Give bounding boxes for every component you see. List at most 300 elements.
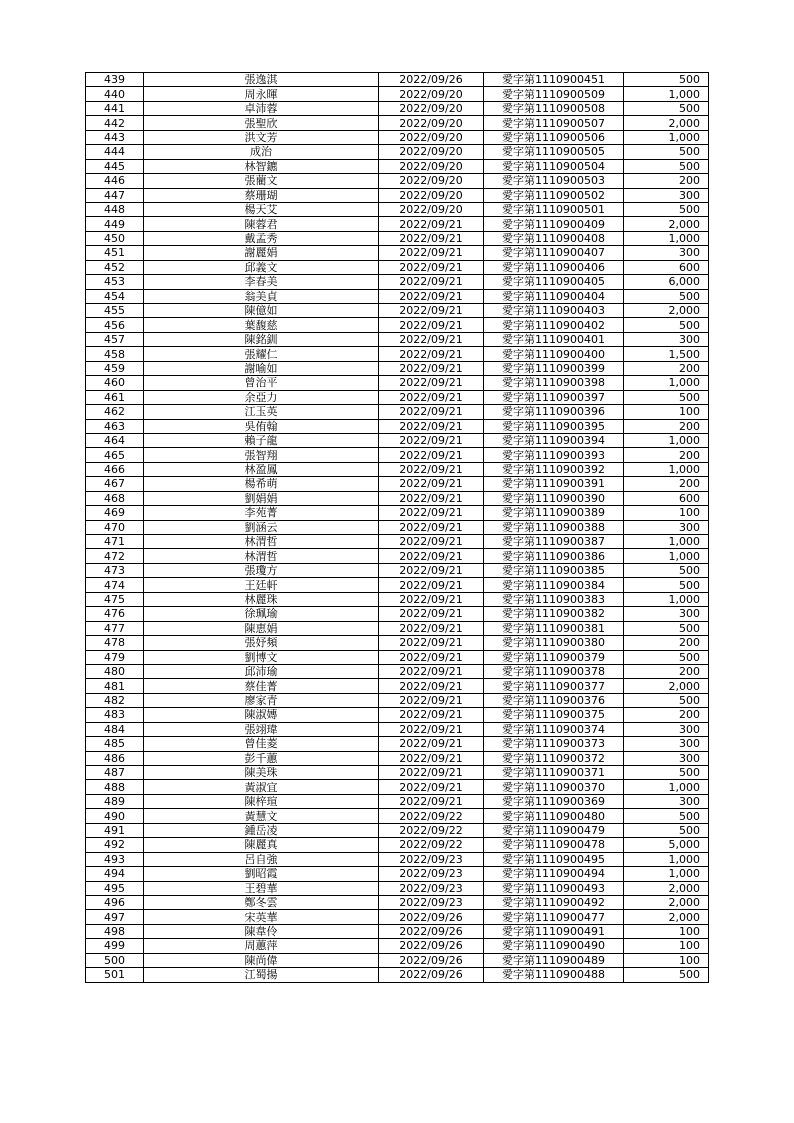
donor-name: 陳銘釧 [144,332,379,346]
donation-date: 2022/09/22 [379,809,484,823]
receipt-number: 愛字第1110900507 [484,116,624,130]
receipt-number: 愛字第1110900395 [484,419,624,433]
receipt-number: 愛字第1110900400 [484,347,624,361]
receipt-number: 愛字第1110900409 [484,217,624,231]
table-row [86,780,709,794]
table-row [86,202,709,216]
donation-amount: 200 [624,477,709,491]
receipt-number: 愛字第1110900491 [484,924,624,938]
donation-date: 2022/09/21 [379,708,484,722]
receipt-number: 愛字第1110900488 [484,968,624,982]
row-number: 492 [86,838,144,852]
row-number: 496 [86,895,144,909]
donation-date: 2022/09/20 [379,159,484,173]
table-row [86,535,709,549]
table-row [86,376,709,390]
receipt-number: 愛字第1110900380 [484,636,624,650]
donation-date: 2022/09/21 [379,722,484,736]
donor-name: 張翊瑋 [144,722,379,736]
receipt-number: 愛字第1110900376 [484,693,624,707]
receipt-number: 愛字第1110900401 [484,332,624,346]
donation-amount: 600 [624,260,709,274]
receipt-number: 愛字第1110900379 [484,650,624,664]
donor-name: 周永暉 [144,87,379,101]
donation-date: 2022/09/26 [379,968,484,982]
donation-amount: 1,000 [624,231,709,245]
donation-date: 2022/09/21 [379,448,484,462]
row-number: 497 [86,910,144,924]
donor-name: 呂自強 [144,852,379,866]
donation-date: 2022/09/21 [379,563,484,577]
donor-name: 周蕙萍 [144,939,379,953]
donation-amount: 1,000 [624,535,709,549]
table-row [86,592,709,606]
donation-date: 2022/09/22 [379,823,484,837]
row-number: 455 [86,304,144,318]
donation-amount: 300 [624,332,709,346]
table-row [86,751,709,765]
receipt-number: 愛字第1110900493 [484,881,624,895]
donation-date: 2022/09/21 [379,231,484,245]
donation-date: 2022/09/21 [379,621,484,635]
row-number: 494 [86,867,144,881]
receipt-number: 愛字第1110900479 [484,823,624,837]
donation-amount: 500 [624,693,709,707]
donation-date: 2022/09/21 [379,751,484,765]
donor-name: 洪文芳 [144,130,379,144]
donor-name: 楊希萌 [144,477,379,491]
table-row [86,260,709,274]
donor-name: 謝喻如 [144,361,379,375]
row-number: 463 [86,419,144,433]
row-number: 472 [86,549,144,563]
donation-amount: 500 [624,968,709,982]
donation-date: 2022/09/21 [379,304,484,318]
table-row [86,924,709,938]
receipt-number: 愛字第1110900404 [484,289,624,303]
donor-name: 賴子龍 [144,433,379,447]
donor-name: 張逸淇 [144,73,379,87]
receipt-number: 愛字第1110900451 [484,73,624,87]
donation-amount: 1,000 [624,780,709,794]
table-row [86,549,709,563]
row-number: 465 [86,448,144,462]
table-row [86,578,709,592]
receipt-number: 愛字第1110900394 [484,433,624,447]
receipt-number: 愛字第1110900406 [484,260,624,274]
row-number: 469 [86,506,144,520]
receipt-number: 愛字第1110900385 [484,563,624,577]
table-row [86,506,709,520]
donor-name: 劉博文 [144,650,379,664]
row-number: 481 [86,679,144,693]
donor-name: 吳侑翰 [144,419,379,433]
donor-name: 江玉英 [144,405,379,419]
donor-name: 廖家青 [144,693,379,707]
donation-amount: 200 [624,174,709,188]
table-row [86,217,709,231]
donor-name: 曾佳菱 [144,737,379,751]
row-number: 489 [86,794,144,808]
receipt-number: 愛字第1110900389 [484,506,624,520]
donation-table [85,72,709,983]
table-row [86,289,709,303]
donation-date: 2022/09/26 [379,73,484,87]
donor-name: 卓沛蓉 [144,101,379,115]
donor-name: 翁美貞 [144,289,379,303]
donation-date: 2022/09/21 [379,737,484,751]
donor-name: 劉娟娟 [144,491,379,505]
row-number: 461 [86,390,144,404]
receipt-number: 愛字第1110900390 [484,491,624,505]
table-row [86,332,709,346]
donor-name: 黃慧文 [144,809,379,823]
table-row [86,87,709,101]
donation-amount: 500 [624,809,709,823]
receipt-number: 愛字第1110900503 [484,174,624,188]
receipt-number: 愛字第1110900372 [484,751,624,765]
table-row [86,188,709,202]
donation-date: 2022/09/21 [379,332,484,346]
table-row [86,968,709,982]
donor-name: 陳恵娟 [144,621,379,635]
row-number: 475 [86,592,144,606]
donor-name: 鄭冬雲 [144,895,379,909]
donation-date: 2022/09/21 [379,664,484,678]
receipt-number: 愛字第1110900397 [484,390,624,404]
donation-date: 2022/09/21 [379,766,484,780]
table-row [86,433,709,447]
receipt-number: 愛字第1110900502 [484,188,624,202]
donor-name: 李苑菁 [144,506,379,520]
row-number: 499 [86,939,144,953]
row-number: 495 [86,881,144,895]
row-number: 443 [86,130,144,144]
donation-amount: 1,000 [624,852,709,866]
donation-amount: 6,000 [624,275,709,289]
row-number: 459 [86,361,144,375]
donation-date: 2022/09/21 [379,376,484,390]
row-number: 456 [86,318,144,332]
table-row [86,650,709,664]
table-row [86,318,709,332]
receipt-number: 愛字第1110900396 [484,405,624,419]
receipt-number: 愛字第1110900405 [484,275,624,289]
donation-amount: 2,000 [624,895,709,909]
donation-amount: 1,000 [624,87,709,101]
table-row [86,448,709,462]
receipt-number: 愛字第1110900478 [484,838,624,852]
row-number: 450 [86,231,144,245]
receipt-number: 愛字第1110900381 [484,621,624,635]
table-row [86,275,709,289]
receipt-number: 愛字第1110900387 [484,535,624,549]
row-number: 446 [86,174,144,188]
donation-date: 2022/09/21 [379,780,484,794]
receipt-number: 愛字第1110900501 [484,202,624,216]
donation-amount: 5,000 [624,838,709,852]
donation-date: 2022/09/26 [379,939,484,953]
donation-amount: 500 [624,289,709,303]
donation-amount: 100 [624,953,709,967]
donor-name: 陳蓉君 [144,217,379,231]
row-number: 464 [86,433,144,447]
row-number: 471 [86,535,144,549]
donor-name: 林渭哲 [144,535,379,549]
donation-amount: 200 [624,664,709,678]
table-row [86,852,709,866]
donation-date: 2022/09/21 [379,520,484,534]
donor-name: 陳尚偉 [144,953,379,967]
donation-date: 2022/09/20 [379,202,484,216]
receipt-number: 愛字第1110900480 [484,809,624,823]
donation-amount: 500 [624,563,709,577]
table-row [86,636,709,650]
donor-name: 余亞力 [144,390,379,404]
receipt-number: 愛字第1110900407 [484,246,624,260]
donation-date: 2022/09/20 [379,188,484,202]
donor-name: 鍾岳凌 [144,823,379,837]
receipt-number: 愛字第1110900383 [484,592,624,606]
receipt-number: 愛字第1110900489 [484,953,624,967]
donation-amount: 1,000 [624,433,709,447]
donation-date: 2022/09/26 [379,910,484,924]
receipt-number: 愛字第1110900504 [484,159,624,173]
donor-name: 劉涵云 [144,520,379,534]
row-number: 442 [86,116,144,130]
receipt-number: 愛字第1110900388 [484,520,624,534]
donor-name: 蔡佳菁 [144,679,379,693]
table-row [86,693,709,707]
receipt-number: 愛字第1110900375 [484,708,624,722]
table-row [86,838,709,852]
donation-amount: 100 [624,939,709,953]
donation-date: 2022/09/20 [379,174,484,188]
table-row [86,145,709,159]
donation-date: 2022/09/21 [379,275,484,289]
donation-date: 2022/09/21 [379,318,484,332]
receipt-number: 愛字第1110900382 [484,607,624,621]
donation-amount: 500 [624,202,709,216]
donation-amount: 1,000 [624,867,709,881]
row-number: 445 [86,159,144,173]
row-number: 444 [86,145,144,159]
donation-amount: 500 [624,159,709,173]
table-row [86,621,709,635]
donor-name: 陳麗真 [144,838,379,852]
receipt-number: 愛字第1110900494 [484,867,624,881]
table-row [86,419,709,433]
donor-name: 彭千蕙 [144,751,379,765]
table-row [86,73,709,87]
donor-name: 曾治平 [144,376,379,390]
donation-amount: 500 [624,621,709,635]
donation-amount: 1,500 [624,347,709,361]
donation-amount: 200 [624,419,709,433]
row-number: 467 [86,477,144,491]
row-number: 468 [86,491,144,505]
table-row [86,910,709,924]
donation-amount: 300 [624,737,709,751]
row-number: 474 [86,578,144,592]
donor-name: 林智鑣 [144,159,379,173]
donation-date: 2022/09/21 [379,506,484,520]
donor-name: 蔡珊瑚 [144,188,379,202]
donation-date: 2022/09/21 [379,260,484,274]
donation-amount: 2,000 [624,217,709,231]
row-number: 478 [86,636,144,650]
receipt-number: 愛字第1110900374 [484,722,624,736]
donor-name: 王廷軒 [144,578,379,592]
table-row [86,246,709,260]
donation-amount: 500 [624,390,709,404]
table-row [86,477,709,491]
row-number: 480 [86,664,144,678]
donor-name: 林麗珠 [144,592,379,606]
donation-amount: 500 [624,318,709,332]
donation-date: 2022/09/23 [379,881,484,895]
receipt-number: 愛字第1110900477 [484,910,624,924]
donation-amount: 300 [624,607,709,621]
donation-date: 2022/09/21 [379,794,484,808]
donation-date: 2022/09/21 [379,549,484,563]
donation-date: 2022/09/21 [379,679,484,693]
donation-amount: 200 [624,361,709,375]
table-row [86,722,709,736]
donation-amount: 2,000 [624,304,709,318]
row-number: 477 [86,621,144,635]
donation-date: 2022/09/21 [379,433,484,447]
donation-amount: 300 [624,520,709,534]
donation-date: 2022/09/21 [379,462,484,476]
donation-date: 2022/09/21 [379,592,484,606]
donor-name: 林渭哲 [144,549,379,563]
table-row [86,939,709,953]
receipt-number: 愛字第1110900495 [484,852,624,866]
donor-name: 邱沛瑜 [144,664,379,678]
receipt-number: 愛字第1110900393 [484,448,624,462]
donation-date: 2022/09/20 [379,101,484,115]
receipt-number: 愛字第1110900391 [484,477,624,491]
donor-name: 劉昭霞 [144,867,379,881]
donation-date: 2022/09/20 [379,130,484,144]
donation-amount: 1,000 [624,130,709,144]
table-row [86,159,709,173]
donation-date: 2022/09/26 [379,953,484,967]
donation-date: 2022/09/21 [379,535,484,549]
donation-amount: 600 [624,491,709,505]
donation-amount: 300 [624,188,709,202]
row-number: 451 [86,246,144,260]
receipt-number: 愛字第1110900492 [484,895,624,909]
row-number: 501 [86,968,144,982]
donation-amount: 300 [624,246,709,260]
row-number: 483 [86,708,144,722]
table-row [86,405,709,419]
row-number: 490 [86,809,144,823]
row-number: 448 [86,202,144,216]
table-row [86,130,709,144]
donor-name: 陳億如 [144,304,379,318]
donor-name: 成治 [144,145,379,159]
receipt-number: 愛字第1110900369 [484,794,624,808]
row-number: 457 [86,332,144,346]
donation-amount: 300 [624,751,709,765]
table-row [86,607,709,621]
donation-date: 2022/09/21 [379,491,484,505]
row-number: 460 [86,376,144,390]
row-number: 479 [86,650,144,664]
donation-amount: 200 [624,448,709,462]
donor-name: 宋英華 [144,910,379,924]
donor-name: 李春美 [144,275,379,289]
table-row [86,347,709,361]
row-number: 485 [86,737,144,751]
donation-amount: 500 [624,73,709,87]
receipt-number: 愛字第1110900408 [484,231,624,245]
table-row [86,563,709,577]
donor-name: 林盈鳳 [144,462,379,476]
row-number: 441 [86,101,144,115]
table-row [86,361,709,375]
table-row [86,708,709,722]
row-number: 466 [86,462,144,476]
row-number: 462 [86,405,144,419]
donor-name: 黃淑宜 [144,780,379,794]
donation-date: 2022/09/21 [379,419,484,433]
receipt-number: 愛字第1110900508 [484,101,624,115]
donor-name: 張妤頻 [144,636,379,650]
donor-name: 楊天艾 [144,202,379,216]
donor-name: 徐珮瑜 [144,607,379,621]
table-row [86,953,709,967]
donation-date: 2022/09/21 [379,405,484,419]
donation-date: 2022/09/22 [379,838,484,852]
donor-name: 葉馥慈 [144,318,379,332]
donation-date: 2022/09/21 [379,477,484,491]
donation-amount: 500 [624,766,709,780]
donation-date: 2022/09/21 [379,607,484,621]
donation-date: 2022/09/21 [379,578,484,592]
receipt-number: 愛字第1110900386 [484,549,624,563]
donation-amount: 1,000 [624,376,709,390]
donation-amount: 2,000 [624,910,709,924]
donation-date: 2022/09/20 [379,116,484,130]
donation-date: 2022/09/21 [379,693,484,707]
row-number: 439 [86,73,144,87]
donation-date: 2022/09/21 [379,347,484,361]
receipt-number: 愛字第1110900506 [484,130,624,144]
receipt-number: 愛字第1110900399 [484,361,624,375]
table-row [86,231,709,245]
table-row [86,520,709,534]
donation-date: 2022/09/21 [379,361,484,375]
donor-name: 張智翔 [144,448,379,462]
row-number: 473 [86,563,144,577]
donor-name: 張藺文 [144,174,379,188]
table-row [86,794,709,808]
table-row [86,823,709,837]
receipt-number: 愛字第1110900377 [484,679,624,693]
donation-amount: 500 [624,650,709,664]
table-row [86,174,709,188]
donor-name: 張聖欣 [144,116,379,130]
row-number: 498 [86,924,144,938]
row-number: 500 [86,953,144,967]
receipt-number: 愛字第1110900403 [484,304,624,318]
row-number: 458 [86,347,144,361]
donation-amount: 2,000 [624,679,709,693]
